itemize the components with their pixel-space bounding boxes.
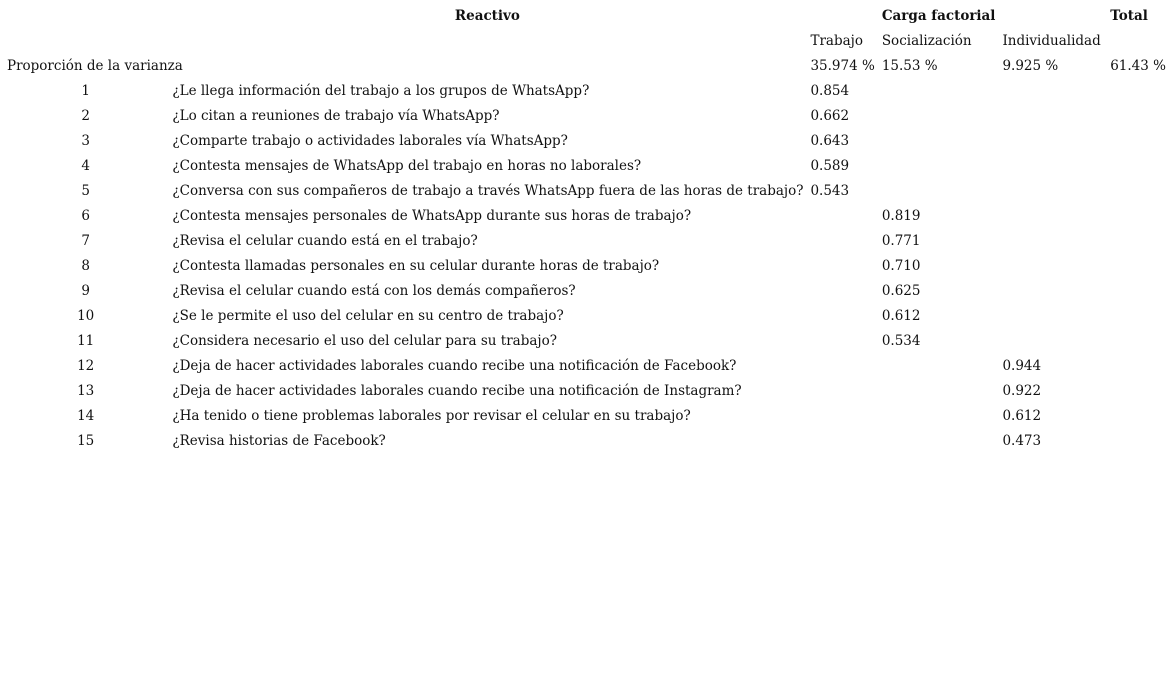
variance-row [0,54,1166,79]
loading-trabajo [803,229,874,254]
item-question: ¿Comparte trabajo o actividades laborales vía WhatsApp? [172,133,568,149]
table-row [0,204,1166,229]
loading-individualidad [995,204,1103,229]
loading-total-empty [1103,354,1166,379]
item-number: 13 [77,383,95,399]
loading-socializacion: 0.710 [881,258,921,274]
item-question: ¿Deja de hacer actividades laborales cuando recibe una notificación de Facebook? [172,358,737,374]
loading-trabajo [803,429,874,454]
loading-individualidad: 0.473 [1002,433,1042,449]
header-factor-trabajo: Trabajo [810,33,863,49]
loading-total-empty [1103,254,1166,279]
item-number: 9 [81,283,90,299]
loading-socializacion: 0.819 [881,208,921,224]
loading-individualidad [995,329,1103,354]
header-carga-factorial: Carga factorial [881,8,996,24]
item-question: ¿Revisa historias de Facebook? [172,433,386,449]
loading-trabajo [803,379,874,404]
loading-individualidad: 0.944 [1002,358,1042,374]
table-row [0,304,1166,329]
header-empty-cell [171,29,803,54]
header-row-1 [0,4,1166,29]
item-number: 4 [81,158,90,174]
loading-total-empty [1103,329,1166,354]
variance-label: Proporción de la varianza [7,58,183,74]
item-number: 10 [77,308,95,324]
loading-individualidad [995,229,1103,254]
loading-trabajo: 0.589 [810,158,850,174]
item-number: 14 [77,408,95,424]
item-question: ¿Le llega información del trabajo a los grupos de WhatsApp? [172,83,590,99]
loading-total-empty [1103,304,1166,329]
loading-individualidad [995,104,1103,129]
item-number: 6 [81,208,90,224]
item-number: 2 [81,108,90,124]
table-row [0,79,1166,104]
table-row [0,404,1166,429]
item-number: 1 [81,83,90,99]
table-row [0,279,1166,304]
loading-socializacion: 0.771 [881,233,921,249]
item-number: 3 [81,133,90,149]
item-number: 8 [81,258,90,274]
loading-socializacion [875,404,996,429]
loading-total-empty [1103,379,1166,404]
loading-socializacion [875,104,996,129]
item-question: ¿Contesta mensajes de WhatsApp del trabajo en horas no laborales? [172,158,642,174]
factor-loading-table [0,4,1166,454]
loading-individualidad [995,154,1103,179]
loading-total-empty [1103,429,1166,454]
loading-total-empty [1103,129,1166,154]
loading-socializacion: 0.625 [881,283,921,299]
loading-individualidad [995,304,1103,329]
item-question: ¿Considera necesario el uso del celular para su trabajo? [172,333,557,349]
header-empty-cell [0,29,171,54]
item-number: 7 [81,233,90,249]
loading-total-empty [1103,104,1166,129]
item-question: ¿Contesta mensajes personales de WhatsApp durante sus horas de trabajo? [172,208,692,224]
item-question: ¿Deja de hacer actividades laborales cuando recibe una notificación de Instagram? [172,383,742,399]
item-question: ¿Contesta llamadas personales en su celular durante horas de trabajo? [172,258,660,274]
loading-socializacion [875,179,996,204]
loading-individualidad [995,279,1103,304]
loading-individualidad [995,129,1103,154]
item-question: ¿Lo citan a reuniones de trabajo vía WhatsApp? [172,108,500,124]
header-total: Total [1110,8,1148,24]
loading-individualidad [995,179,1103,204]
table-row [0,354,1166,379]
loading-individualidad: 0.612 [1002,408,1042,424]
loading-trabajo: 0.643 [810,133,850,149]
item-number: 15 [77,433,95,449]
loading-individualidad: 0.922 [1002,383,1042,399]
loading-total-empty [1103,204,1166,229]
loading-trabajo [803,254,874,279]
loading-trabajo [803,354,874,379]
loading-individualidad [995,254,1103,279]
item-number: 5 [81,183,90,199]
table-row [0,129,1166,154]
variance-total: 61.43 % [1110,58,1166,74]
header-factor-socializacion: Socialización [881,33,972,49]
loading-socializacion [875,79,996,104]
variance-individualidad: 9.925 % [1002,58,1059,74]
table-row [0,229,1166,254]
table-row [0,179,1166,204]
loading-individualidad [995,79,1103,104]
loading-socializacion [875,379,996,404]
table-row [0,379,1166,404]
item-question: ¿Revisa el celular cuando está en el trabajo? [172,233,478,249]
header-empty-cell [995,4,1103,29]
header-empty-cell [803,4,874,29]
variance-socializacion: 15.53 % [881,58,938,74]
loading-trabajo: 0.543 [810,183,850,199]
table-row [0,329,1166,354]
table-row [0,254,1166,279]
header-factor-individualidad: Individualidad [1002,33,1101,49]
table-row [0,154,1166,179]
loading-total-empty [1103,404,1166,429]
item-number: 12 [77,358,95,374]
item-question: ¿Conversa con sus compañeros de trabajo a través WhatsApp fuera de las horas de trabajo? [172,183,804,199]
loading-socializacion [875,154,996,179]
header-empty-cell [0,4,171,29]
loading-socializacion [875,429,996,454]
loading-total-empty [1103,279,1166,304]
loading-socializacion: 0.534 [881,333,921,349]
loading-socializacion [875,354,996,379]
loading-trabajo [803,204,874,229]
loading-trabajo [803,329,874,354]
loading-trabajo [803,279,874,304]
loading-trabajo: 0.662 [810,108,850,124]
loading-trabajo [803,404,874,429]
variance-trabajo: 35.974 % [810,58,875,74]
loading-total-empty [1103,229,1166,254]
loading-socializacion: 0.612 [881,308,921,324]
table-row [0,104,1166,129]
table-body [0,54,1166,454]
loading-total-empty [1103,154,1166,179]
table-row [0,429,1166,454]
item-number: 11 [77,333,95,349]
header-reactivo: Reactivo [454,8,520,24]
item-question: ¿Se le permite el uso del celular en su centro de trabajo? [172,308,564,324]
item-question: ¿Revisa el celular cuando está con los demás compañeros? [172,283,576,299]
loading-trabajo [803,304,874,329]
loading-total-empty [1103,79,1166,104]
loading-trabajo: 0.854 [810,83,850,99]
header-empty-cell [1103,29,1166,54]
loading-total-empty [1103,179,1166,204]
header-row-2 [0,29,1166,54]
item-question: ¿Ha tenido o tiene problemas laborales por revisar el celular en su trabajo? [172,408,691,424]
loading-socializacion [875,129,996,154]
